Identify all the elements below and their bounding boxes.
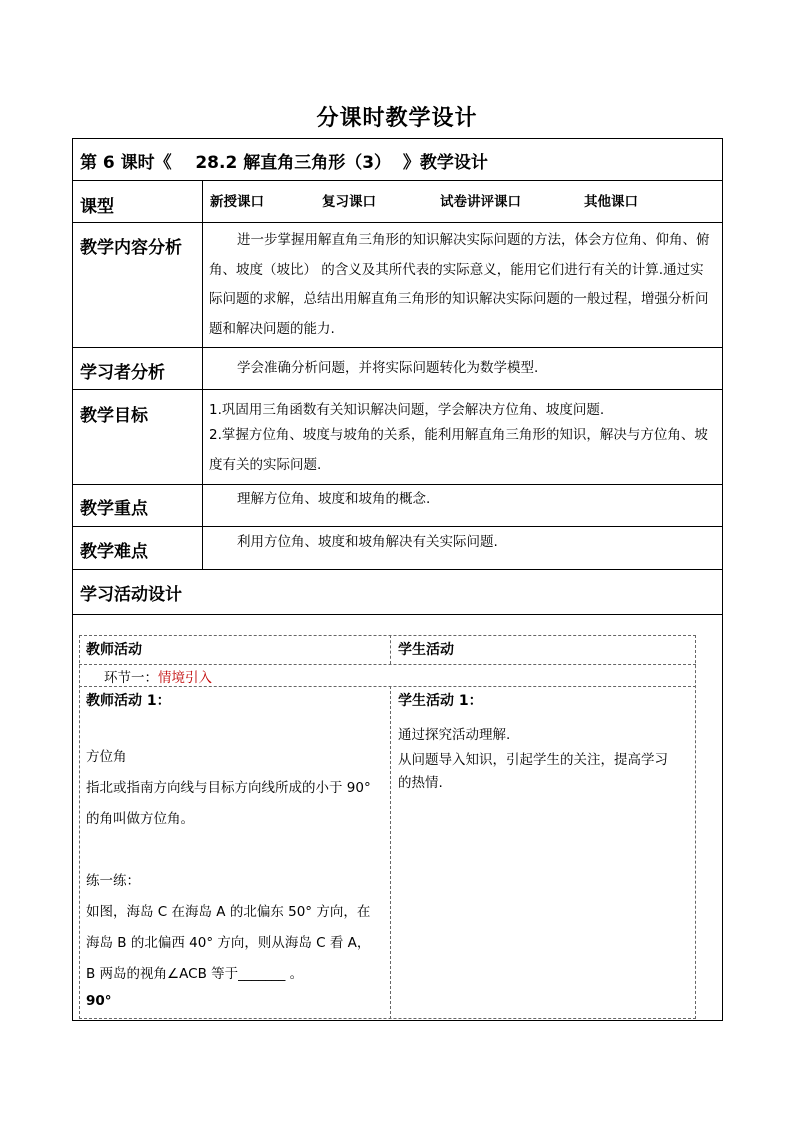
learner-analysis-label: 学习者分析 <box>80 363 165 383</box>
learner-analysis-text: 学会准确分析问题，并将实际问题转化为数学模型. <box>237 360 539 376</box>
key-points-label: 教学重点 <box>80 499 148 519</box>
lesson-title: 第 6 课时《 28.2 解直角三角形（3） 》教学设计 <box>80 153 488 173</box>
student-activity-header: 学生活动 <box>398 642 454 658</box>
course-type-other[interactable]: 其他课口 <box>584 194 638 210</box>
activity-column-divider <box>390 686 391 1019</box>
content-analysis-label: 教学内容分析 <box>80 238 182 258</box>
teacher-activity-1-title: 教师活动 1： <box>86 693 171 709</box>
row-divider <box>72 484 723 485</box>
teacher-line: B 两岛的视角∠ACB 等于_______ 。 <box>86 966 304 982</box>
row-divider <box>72 389 723 390</box>
content-analysis-text: 进一步掌握用解直角三角形的知识解决实际问题的方法，体会方位角、仰角、俯角、坡度（坡比） 的含义及其所代表的实际意义，能用它们进行有关的计算.通过实际问题的求解，总结出用解直角三角形的知识解决实际问题的一般过程，增强分析问题和解决问题的能力. <box>209 232 710 337</box>
course-type-label: 课型 <box>80 197 114 217</box>
row-divider <box>72 347 723 348</box>
course-type-new[interactable]: 新授课口 <box>210 194 264 210</box>
objectives-label: 教学目标 <box>80 406 148 426</box>
row-divider <box>72 526 723 527</box>
student-line: 通过探究活动理解. <box>398 727 511 743</box>
row-divider <box>72 614 723 615</box>
teacher-line: 如图，海岛 C 在海岛 A 的北偏东 50° 方向，在 <box>86 904 371 920</box>
teacher-line: 海岛 B 的北偏西 40° 方向，则从海岛 C 看 A， <box>86 935 371 951</box>
teacher-answer: 90° <box>86 993 112 1009</box>
row-divider <box>72 180 723 181</box>
teacher-line: 练一练： <box>86 873 140 889</box>
student-line: 的热情. <box>398 775 443 791</box>
student-activity-1-title: 学生活动 1： <box>398 693 483 709</box>
difficulties-label: 教学难点 <box>80 542 148 562</box>
objective-item-2: 2.掌握方位角、坡度与坡角的关系，能利用解直角三角形的知识，解决与方位角、坡度有关的实际问题. <box>209 427 708 473</box>
difficulties-text: 利用方位角、坡度和坡角解决有关实际问题. <box>237 534 498 550</box>
course-type-review[interactable]: 复习课口 <box>322 194 376 210</box>
row-divider <box>72 222 723 223</box>
teacher-line: 的角叫做方位角。 <box>86 811 194 827</box>
key-points-text: 理解方位角、坡度和坡角的概念. <box>237 491 431 507</box>
course-type-exam-review[interactable]: 试卷讲评课口 <box>440 194 521 210</box>
teacher-line: 指北或指南方向线与目标方向线所成的小于 90° <box>86 780 371 796</box>
objective-item-1: 1.巩固用三角函数有关知识解决问题，学会解决方位角、坡度问题. <box>209 402 605 418</box>
activity-design-label: 学习活动设计 <box>80 585 182 605</box>
row-divider <box>72 569 723 570</box>
activity-column-divider <box>390 635 391 664</box>
teacher-line: 方位角 <box>86 749 127 765</box>
teacher-activity-header: 教师活动 <box>86 642 142 658</box>
stage-heading: 环节一：情境引入 <box>104 670 212 686</box>
student-line: 从问题导入知识，引起学生的关注，提高学习 <box>398 752 668 768</box>
page-title: 分课时教学设计 <box>316 106 478 131</box>
activity-divider <box>79 686 696 687</box>
activity-divider <box>79 664 696 665</box>
column-divider <box>202 180 203 569</box>
stage-name: 情境引入 <box>158 670 212 686</box>
